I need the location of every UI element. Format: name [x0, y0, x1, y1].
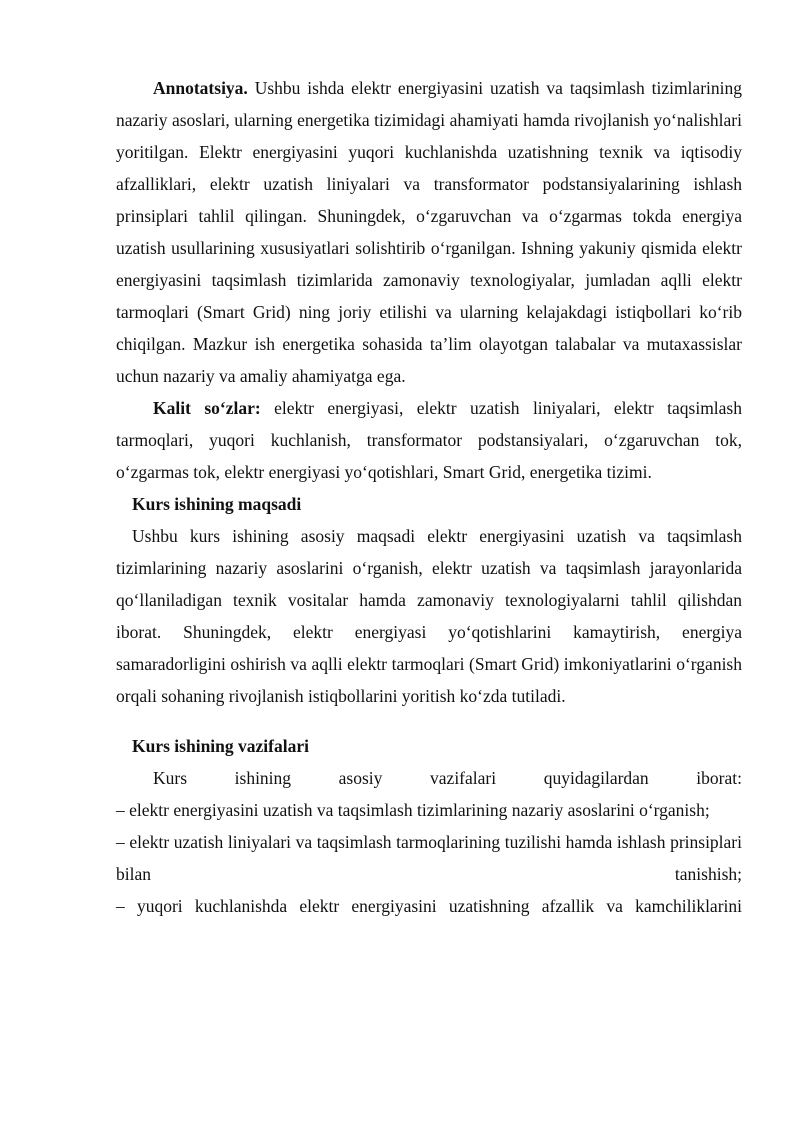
annotation-label: Annotatsiya. — [153, 78, 248, 98]
keywords-text: elektr energiyasi, elektr uzatish liniyalari, elektr taqsimlash tarmoqlari, yuqori kuchlanish, transformator podstansiyalari, o‘zgaruvchan tok, o‘zgarmas tok, elektr energiyasi yo‘qotishlari, Smart Grid, energetika tizimi. — [116, 398, 742, 482]
task-item-2: – elektr uzatish liniyalari va taqsimlash tarmoqlarining tuzilishi hamda ishlash prinsiplari bilan tanishish; — [116, 832, 742, 884]
task-item-3: – yuqori kuchlanishda elektr energiyasini uzatishning afzallik va kamchiliklarini — [116, 896, 742, 916]
tasks-heading: Kurs ishining vazifalari — [132, 736, 309, 756]
keywords-paragraph — [116, 392, 742, 488]
goal-paragraph: Ushbu kurs ishining asosiy maqsadi elektr energiyasini uzatish va taqsimlash tizimlarining nazariy asoslarini o‘rganish, elektr uzatish va taqsimlash jarayonlarida qo‘llaniladigan texnik vositalar hamda zamonaviy texnologiyalarni tahlil qilishdan iborat. Shuningdek, elektr energiyasi yo‘qotishlarini kamaytirish, energiya samaradorligini oshirish va aqlli elektr tarmoqlari (Smart Grid) imkoniyatlarini o‘rganish orqali sohaning rivojlanish istiqbollarini yoritish ko‘zda tutiladi. — [116, 526, 742, 706]
document-page — [116, 72, 742, 922]
goal-heading: Kurs ishining maqsadi — [132, 494, 302, 514]
task-item-1: – elektr energiyasini uzatish va taqsimlash tizimlarining nazariy asoslarini o‘rganish; — [116, 800, 710, 820]
keywords-label: Kalit so‘zlar: — [153, 398, 261, 418]
annotation-text: Ushbu ishda elektr energiyasini uzatish va taqsimlash tizimlarining nazariy asoslari, ularning energetika tizimidagi ahamiyati hamda rivojlanish yo‘nalishlari yoritilgan. Elektr energiyasini yuqori kuchlanishda uzatishning texnik va iqtisodiy afzalliklari, elektr uzatish liniyalari va transformator podstansiyalarining ishlash prinsiplari tahlil qilingan. Shuningdek, o‘zgaruvchan va o‘zgarmas tokda energiya uzatish usullarining xususiyatlari solishtirib o‘rganilgan. Ishning yakuniy qismida elektr energiyasini taqsimlash tizimlarida zamonaviy texnologiyalar, jumladan aqlli elektr tarmoqlari (Smart Grid) ning joriy etilishi va ularning kelajakdagi istiqbollari ko‘rib chiqilgan. Mazkur ish energetika sohasida ta’lim olayotgan talabalar va mutaxassislar uchun nazariy va amaliy ahamiyatga ega. — [116, 78, 742, 386]
tasks-intro: Kurs ishining asosiy vazifalari quyidagilardan iborat: — [153, 768, 742, 788]
annotation-paragraph — [116, 72, 742, 392]
